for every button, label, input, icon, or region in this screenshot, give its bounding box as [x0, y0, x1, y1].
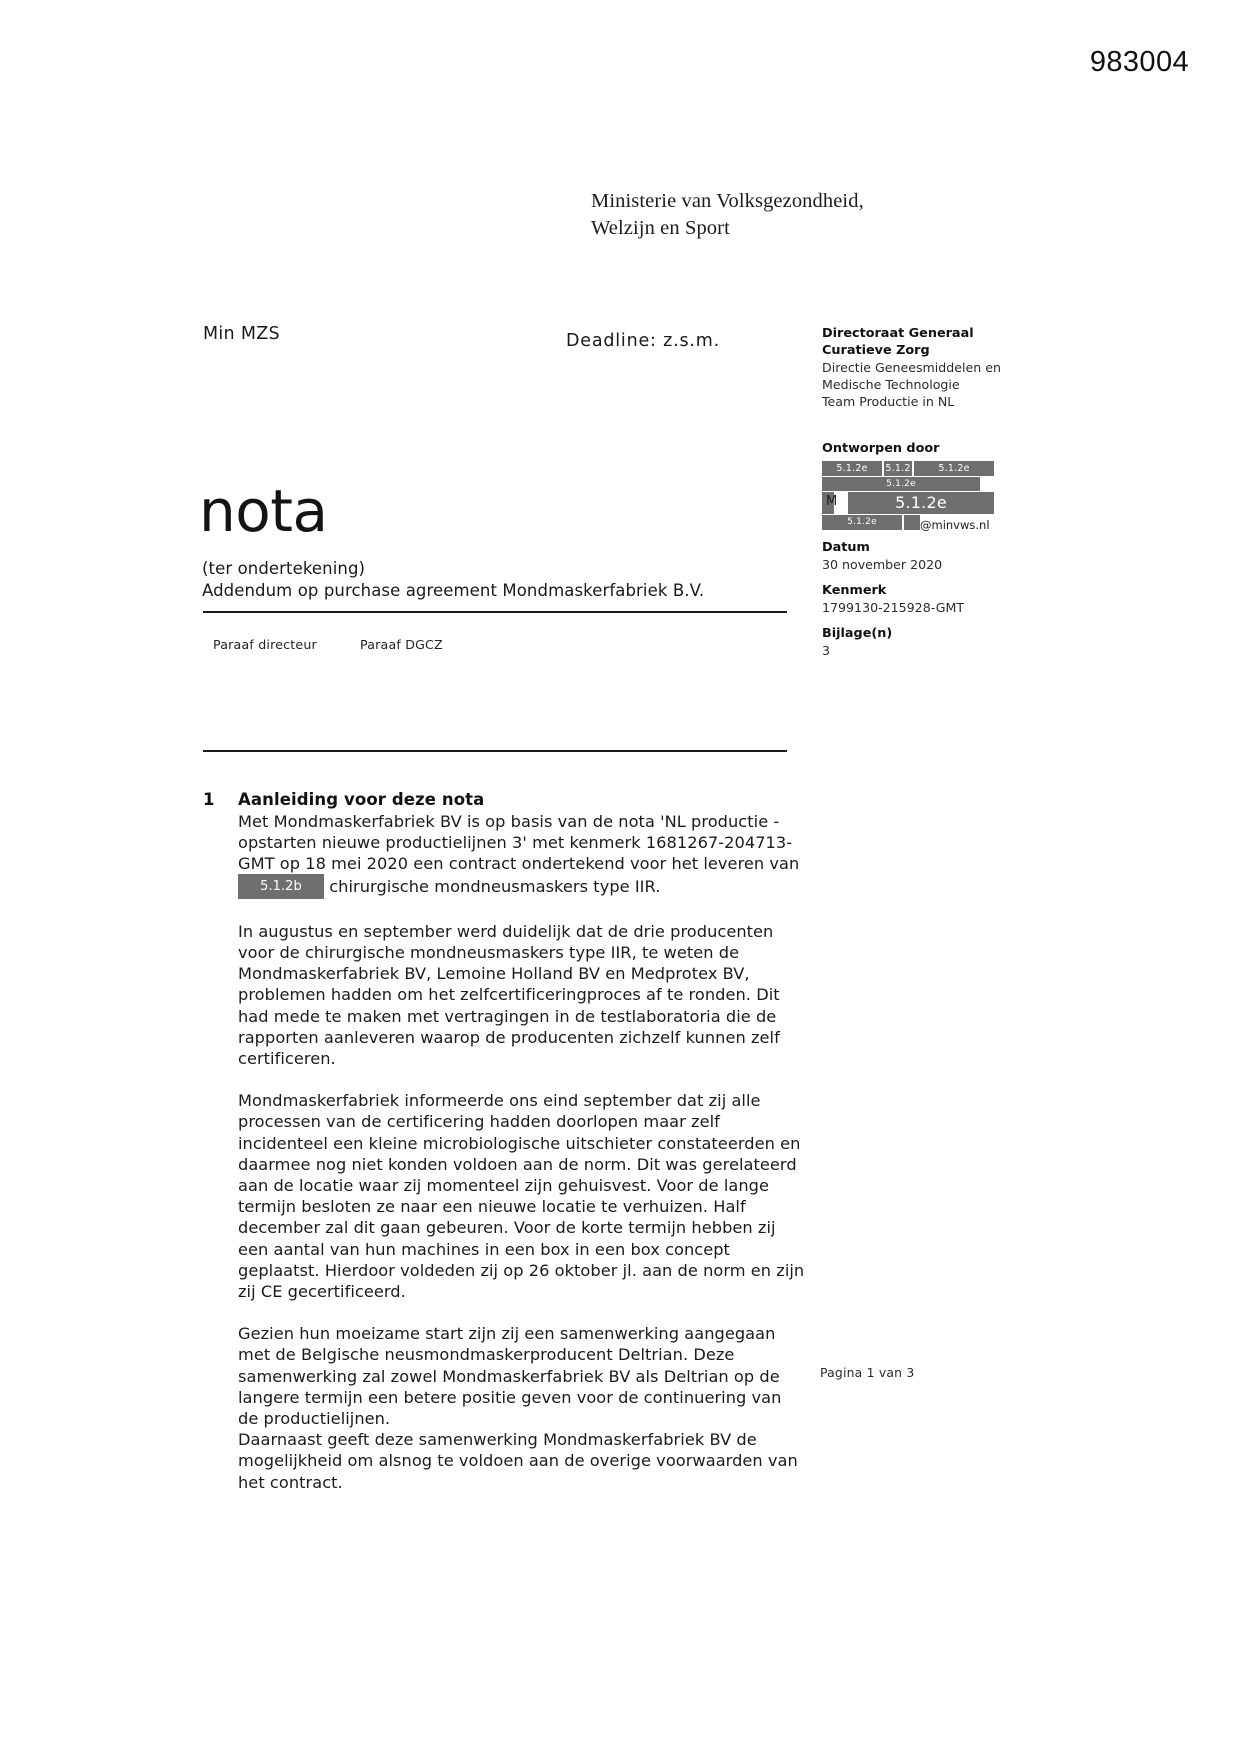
- redaction-block: [904, 515, 920, 530]
- email-domain-label: @minvws.nl: [920, 518, 990, 532]
- spacer: [822, 573, 1012, 582]
- kenmerk-value: 1799130-215928-GMT: [822, 600, 965, 615]
- bijlage-label: Bijlage(n): [822, 626, 893, 641]
- redaction-block: 5.1.2e: [822, 477, 980, 491]
- document-body: [238, 811, 806, 1493]
- spacer: [822, 410, 1012, 440]
- subtitle-line-2: Addendum op purchase agreement Mondmaskerfabriek B.V.: [202, 581, 705, 600]
- paragraph-4: Gezien hun moeizame start zijn zij een samenwerking aangegaan met de Belgische neusmondmaskerproducent Deltrian. Deze samenwerking zal zowel Mondmaskerfabriek BV als Deltrian op de langere termijn een betere positie geven voor de continuering van de productielijnen.: [238, 1324, 782, 1429]
- paragraph-1-text-a: Met Mondmaskerfabriek BV is op basis van de nota 'NL productie - opstarten nieuwe productielijnen 3' met kenmerk 1681267-204713-GMT op 18 mei 2020 een contract ondertekend voor het leveren van: [238, 812, 800, 874]
- document-subtitle: [202, 558, 704, 602]
- scan-identifier: 983004: [1089, 46, 1189, 78]
- inline-redaction-block: 5.1.2b: [238, 874, 324, 899]
- datum-label: Datum: [822, 540, 870, 555]
- team-line: Team Productie in NL: [822, 394, 955, 409]
- redaction-block: 5.1.2e: [914, 461, 994, 476]
- directorate-line-2: Curatieve Zorg: [822, 343, 930, 358]
- divider-bottom: [203, 750, 787, 752]
- ministry-line-1: Ministerie van Volksgezondheid,: [591, 190, 864, 212]
- paraaf-dgcz-label: Paraaf DGCZ: [360, 637, 443, 652]
- redaction-block: 5.1.2e: [848, 492, 994, 514]
- section-heading: Aanleiding voor deze nota: [238, 790, 485, 809]
- subtitle-line-1: (ter ondertekening): [202, 559, 366, 578]
- divider-top: [203, 611, 787, 613]
- kenmerk-label: Kenmerk: [822, 583, 887, 598]
- paragraph-1: [238, 811, 806, 900]
- mobile-label: M: [826, 494, 838, 509]
- page-footer: Pagina 1 van 3: [820, 1365, 915, 1380]
- bijlage-value: 3: [822, 643, 831, 658]
- paragraph-2: In augustus en september werd duidelijk dat de drie producenten voor de chirurgische mondneusmaskers type IIR, te weten de Mondmaskerfabriek BV, Lemoine Holland BV en Medprotex BV, problemen hadden om het zelfcertificeringproces af te ronden. Dit had mede te maken met vertragingen in de testlaboratoria die de rapporten aanleveren waarop de producenten zichzelf kunnen zelf certificeren.: [238, 921, 780, 1069]
- redaction-block: 5.1.2: [884, 461, 912, 476]
- paragraph-1-text-b: chirurgische mondneusmaskers type IIR.: [329, 876, 661, 896]
- redaction-block: 5.1.2e: [822, 515, 902, 530]
- paraaf-directeur-label: Paraaf directeur: [213, 637, 317, 652]
- directie-line-1: Directie Geneesmiddelen en: [822, 360, 1001, 375]
- paragraph-3: Mondmaskerfabriek informeerde ons eind september dat zij alle processen van de certificering hadden doorlopen maar zelf incidenteel een kleine microbiologische uitschieter constateerden en daarmee nog niet konden voldoen aan de norm. Dit was gerelateerd aan de locatie waar zij momenteel zijn gehuisvest. Voor de lange termijn besloten ze naar een nieuwe locatie te verhuizen. Half december zal dit gaan gebeuren. Voor de korte termijn hebben zij een aantal van hun machines in een box in een box concept geplaatst. Hierdoor voldeden zij op 26 oktober jl. aan de norm en zijn zij CE gecertificeerd.: [238, 1091, 805, 1302]
- metadata-sidebar: [822, 325, 1012, 659]
- redaction-block: 5.1.2e: [822, 461, 882, 476]
- paragraph-5: Daarnaast geeft deze samenwerking Mondmaskerfabriek BV de mogelijkheid om alsnog te voldoen aan de overige voorwaarden van het contract.: [238, 1430, 798, 1492]
- section-number: 1: [203, 790, 215, 809]
- addressee: Min MZS: [203, 324, 280, 344]
- ministry-line-2: Welzijn en Sport: [591, 217, 730, 239]
- directie-line-2: Medische Technologie: [822, 377, 960, 392]
- ontworpen-door-label: Ontworpen door: [822, 441, 940, 456]
- page-title: nota: [199, 477, 328, 545]
- spacer: [822, 616, 1012, 625]
- directorate-line-1: Directoraat Generaal: [822, 326, 974, 341]
- ministry-lockup: [591, 188, 864, 242]
- deadline: Deadline: z.s.m.: [566, 331, 720, 351]
- datum-value: 30 november 2020: [822, 557, 943, 572]
